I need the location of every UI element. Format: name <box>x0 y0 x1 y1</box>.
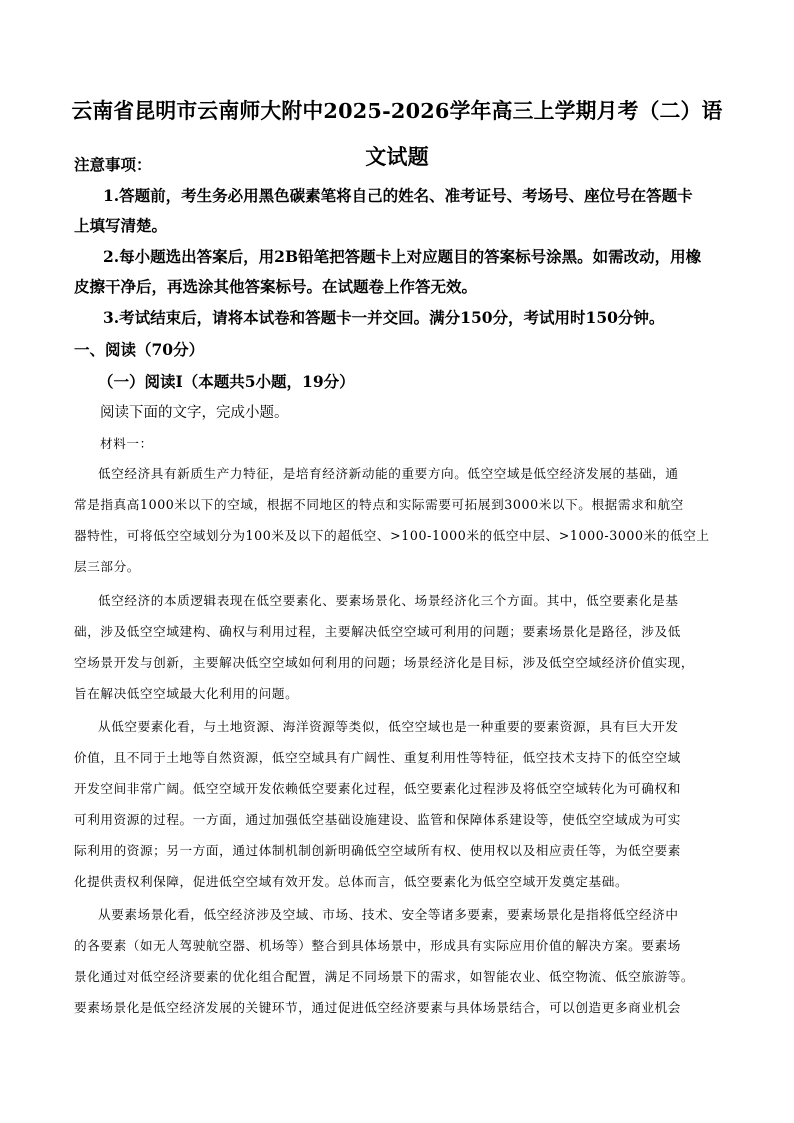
body-line: 可利用资源的过程。一方面，通过加强低空基础设施建设、监管和保障体系建设等，使低空空域成为可实 <box>74 812 681 827</box>
notice-line: 1.答题前，考生务必用黑色碳素笔将自己的姓名、准考证号、考场号、座位号在答题卡 <box>103 186 693 205</box>
body-line: 低空经济具有新质生产力特征，是培育经济新动能的重要方向。低空空域是低空经济发展的基础，通 <box>98 466 679 481</box>
notice-line: 2.每小题选出答案后，用2B铅笔把答题卡上对应题目的答案标号涂黑。如需改动，用橡 <box>103 247 702 266</box>
body-line: 从低空要素化看，与土地资源、海洋资源等类似，低空空域也是一种重要的要素资源，具有巨大开发 <box>98 719 679 734</box>
document-title-line-1: 云南省昆明市云南师大附中2025-2026学年高三上学期月考（二）语 <box>71 98 723 123</box>
section-heading: 一、阅读（70分） <box>74 340 205 359</box>
body-line: 的各要素（如无人驾驶航空器、机场等）整合到具体场景中，形成具有实际应用价值的解决方案。要素场 <box>74 938 681 953</box>
body-line: 低空经济的本质逻辑表现在低空要素化、要素场景化、场景经济化三个方面。其中，低空要素化是基 <box>98 593 679 608</box>
body-line: 空场景开发与创新，主要解决低空空域如何利用的问题；场景经济化是目标，涉及低空空域经济价值实现， <box>74 655 695 670</box>
body-line: 常是指真高1000米以下的空域，根据不同地区的特点和实际需要可拓展到3000米以下。根据需求和航空 <box>74 497 684 512</box>
body-line: 开发空间非常广阔。低空空域开发依赖低空要素化过程，低空要素化过程涉及将低空空域转化为可确权和 <box>74 781 681 796</box>
body-line: 际利用的资源；另一方面，通过体制机制创新明确低空空域所有权、使用权以及相应责任等，为低空要素 <box>74 843 681 858</box>
body-line: 础，涉及低空空域建构、确权与利用过程，主要解决低空空域可利用的问题；要素场景化是路径，涉及低 <box>74 624 681 639</box>
notice-line: 皮擦干净后，再选涂其他答案标号。在试题卷上作答无效。 <box>74 277 478 296</box>
body-line: 价值，且不同于土地等自然资源，低空空域具有广阔性、重复利用性等特征，低空技术支持下的低空空域 <box>74 750 681 765</box>
body-line: 化提供责权利保障，促进低空空域有效开发。总体而言，低空要素化为低空空域开发奠定基础。 <box>74 874 629 889</box>
body-line: 要素场景化是低空经济发展的关键环节，通过促进低空经济要素与具体场景结合，可以创造更多商业机会 <box>74 1000 681 1015</box>
body-line: 从要素场景化看，低空经济涉及空域、市场、技术、安全等诸多要素，要素场景化是指将低空经济中 <box>98 907 679 922</box>
body-line: 器特性，可将低空空域划分为100米及以下的超低空、>100-1000米的低空中层、>1000-3000米的低空上 <box>74 528 710 543</box>
body-line: 层三部分。 <box>74 559 140 574</box>
reading-instruction: 阅读下面的文字，完成小题。 <box>100 405 289 421</box>
document-title-line-2: 文试题 <box>365 144 429 169</box>
section-subheading: （一）阅读Ⅰ（本题共5小题，19分） <box>98 372 355 391</box>
notice-line: 3.考试结束后，请将本试卷和答题卡一并交回。满分150分，考试用时150分钟。 <box>103 308 665 327</box>
body-line: 旨在解决低空空域最大化利用的问题。 <box>74 686 299 701</box>
notice-heading: 注意事项： <box>74 155 152 174</box>
body-line: 景化通过对低空经济要素的优化组合配置，满足不同场景下的需求，如智能农业、低空物流、低空旅游等。 <box>74 969 695 984</box>
notice-line: 上填写清楚。 <box>74 216 168 235</box>
material-label: 材料一： <box>100 436 153 451</box>
